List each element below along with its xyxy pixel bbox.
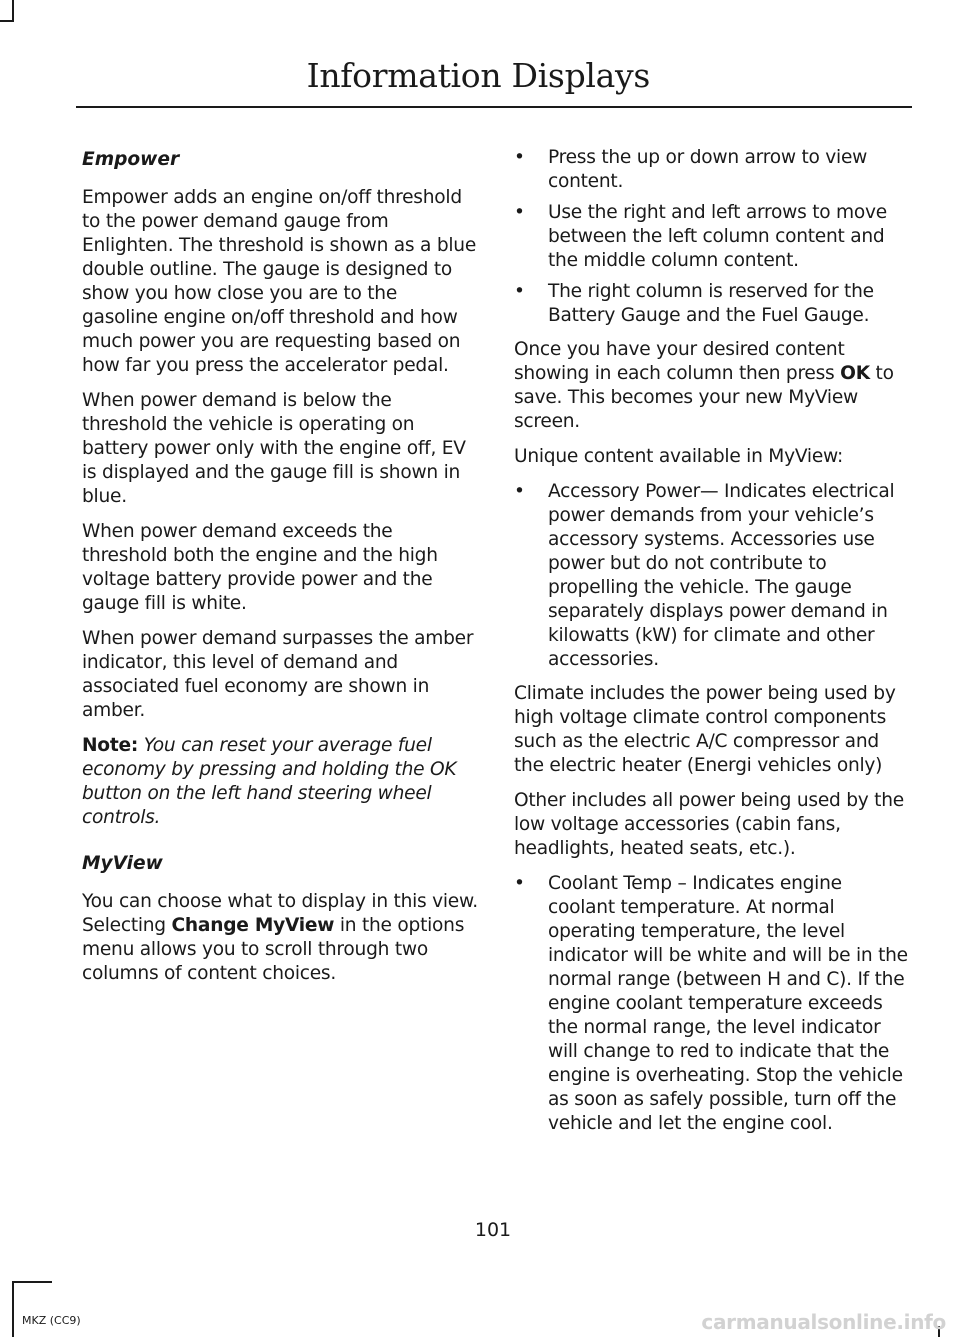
bullet-glyph: • (514, 202, 525, 223)
list-item: • Use the right and left arrows to move between the left column content and the middle column content. (514, 202, 887, 271)
note (82, 734, 478, 830)
crop-mark (12, 1281, 52, 1283)
note-text: You can reset your average fuel economy by pressing and holding the OK button on the left hand steering wheel controls. (82, 735, 457, 828)
model-code: MKZ (CC9) (22, 1314, 81, 1327)
left-column (82, 146, 478, 997)
paragraph: When power demand exceeds the threshold both the engine and the high voltage battery provide power and the gauge fill is white. (82, 521, 438, 614)
paragraph: When power demand surpasses the amber indicator, this level of demand and associated fuel economy are shown in amber. (82, 628, 474, 721)
paragraph: You can choose what to display in this view. Selecting Change MyView in the options menu allows you to scroll through two columns of content choices. (82, 891, 478, 984)
page-title: Information Displays (306, 56, 650, 95)
paragraph: Empower adds an engine on/off threshold to the power demand gauge from Enlighten. The threshold is shown as a blue double outline. The gauge is designed to show you how close you are to the gasoline engine on/off threshold and how much power you are requesting based on how far you press the accelerator pedal. (82, 187, 477, 376)
button-ref-ok: OK (840, 363, 870, 384)
right-column (514, 146, 912, 1146)
paragraph: Climate includes the power being used by high voltage climate control components such as the electric A/C compressor and the electric heater (Energi vehicles only) (514, 683, 896, 776)
bullet-glyph: • (514, 147, 525, 168)
content-bullet-list (514, 872, 912, 1136)
list-item-accessory-power: • Accessory Power— Indicates electrical power demands from your vehicle’s accessory systems. Accessories use power but do not contribute to propelling the vehicle. The gauge separately displays power demand in kilowatts (kW) for climate and other accessories. (514, 481, 895, 670)
paragraph: When power demand is below the threshold the vehicle is operating on battery power only with the engine off, EV is displayed and the gauge fill is shown in blue. (82, 390, 466, 507)
list-item: • The right column is reserved for the Battery Gauge and the Fuel Gauge. (514, 281, 874, 326)
section-heading-myview: MyView (82, 853, 163, 874)
bullet-glyph: • (514, 873, 525, 894)
list-item-coolant-temp: • Coolant Temp – Indicates engine coolant temperature. At normal operating temperature, the level indicator will be white and will be in the normal range (between H and C). If the engine coolant temperature exceeds the normal range, the level indicator will change to red to indicate that the engine is overheating. Stop the vehicle as soon as safely possible, turn off the vehicle and let the engine cool. (514, 873, 908, 1134)
note-label: Note: (82, 735, 139, 756)
paragraph: Once you have your desired content showing in each column then press OK to save. This becomes your new MyView screen. (514, 339, 894, 432)
paragraph: Other includes all power being used by the low voltage accessories (cabin fans, headlights, heated seats, etc.). (514, 790, 904, 859)
watermark: carmanualsonline.info (701, 1310, 946, 1334)
menu-option-change-myview: Change MyView (171, 915, 335, 936)
content-bullet-list (514, 480, 912, 672)
navigation-bullet-list (514, 146, 912, 328)
bullet-glyph: • (514, 281, 525, 302)
section-heading-empower: Empower (82, 149, 180, 170)
crop-mark (12, 1281, 14, 1337)
title-divider (76, 106, 912, 108)
crop-mark (12, 0, 14, 22)
crop-mark (0, 20, 14, 22)
bullet-glyph: • (514, 481, 525, 502)
page-number: 101 (474, 1219, 512, 1241)
paragraph: Unique content available in MyView: (514, 446, 843, 467)
list-item: • Press the up or down arrow to view content. (514, 147, 868, 192)
